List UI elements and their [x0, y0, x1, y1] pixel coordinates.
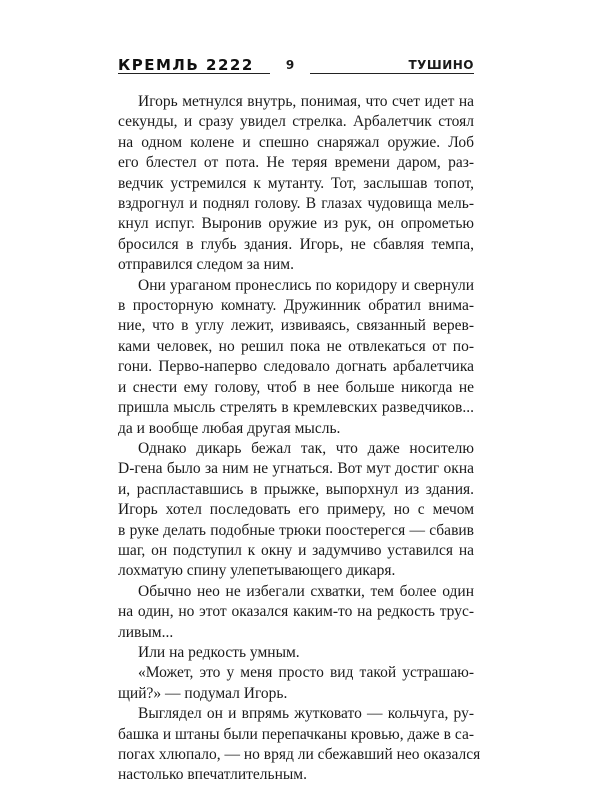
- text-line: щий?» — подумал Игорь.: [118, 684, 288, 702]
- text-line: на один, но этот оказался каким-то на редкость трус-: [118, 603, 474, 621]
- text-line: секунды, и сразу увидел стрелка. Арбалетчик стоял: [118, 113, 474, 131]
- text-line: отправился следом за ним.: [118, 256, 294, 274]
- text-line: в руке делать подобные трюки поостерегся — сбавив: [118, 521, 474, 539]
- body-text: [118, 92, 481, 786]
- series-title: КРЕМЛЬ 2222: [118, 56, 254, 74]
- text-line: кнул испуг. Выронив оружие из рук, он опрометью: [118, 215, 474, 233]
- paragraph: [118, 439, 474, 582]
- text-line: Однако дикарь бежал так, что даже носителю: [138, 439, 474, 457]
- text-line: Обычно нео не избегали схватки, тем более один: [138, 582, 474, 600]
- text-line: Они ураганом пронеслись по коридору и свернули: [138, 276, 474, 294]
- paragraph: [118, 663, 474, 704]
- text-line: лохматую спину улепетывающего дикаря.: [118, 562, 396, 580]
- header-rule-right: [310, 73, 474, 74]
- header-rule-left: [118, 73, 270, 74]
- text-line: ливым...: [118, 623, 174, 641]
- text-line: Выглядел он и впрямь жутковато — кольчуга, ру-: [138, 705, 474, 723]
- text-line: пришла мысль стрелять в кремлевских разведчиков...: [118, 399, 474, 417]
- running-header: [118, 56, 474, 76]
- text-line: шаг, он подступил к окну и задумчиво уставился на: [118, 541, 474, 559]
- text-line: его блестел от пота. Не теряя времени даром, раз-: [118, 154, 474, 172]
- text-line: настолько впечатлительным.: [118, 766, 307, 784]
- text-line: погах хлюпало, — но вряд ли сбежавший нео оказался: [118, 746, 481, 763]
- text-line: бросился в глубь здания. Игорь, не сбавляя темпа,: [118, 235, 474, 253]
- text-line: и, распластавшись в прыжке, выпорхнул из здания.: [118, 480, 474, 498]
- text-line: ние, что в углу лежит, извиваясь, связанный верев-: [118, 317, 474, 335]
- text-line: ками человек, но решил пока не отвлекаться от по-: [118, 337, 474, 355]
- text-line: вздрогнул и поднял голову. В глазах чудовища мель-: [118, 195, 474, 213]
- text-line: Или на редкость умным.: [138, 643, 300, 661]
- text-line: в просторную комнату. Дружинник обратил внима-: [118, 297, 474, 315]
- text-line: и снести ему голову, чтоб в нее больше никогда не: [118, 378, 474, 396]
- text-line: башка и штаны были перепачканы кровью, даже в са-: [118, 725, 474, 743]
- page-number: 9: [285, 58, 295, 72]
- paragraph: [118, 92, 474, 276]
- paragraph: [118, 704, 481, 786]
- paragraph: [118, 276, 474, 439]
- paragraph: [118, 582, 474, 643]
- text-line: D-гена было за ним не угнаться. Вот мут достиг окна: [118, 460, 474, 478]
- text-line: Игорь хотел последовать его примеру, но с мечом: [118, 501, 474, 519]
- chapter-title: ТУШИНО: [408, 58, 474, 72]
- text-line: гони. Перво-наперво следовало догнать арбалетчика: [118, 358, 474, 376]
- paragraph: [118, 643, 474, 663]
- text-line: «Может, это у меня просто вид такой устрашаю-: [138, 664, 474, 682]
- text-line: ведчик устремился к мутанту. Тот, заслышав топот,: [118, 174, 474, 192]
- text-line: Игорь метнулся внутрь, понимая, что счет идет на: [138, 93, 474, 110]
- text-line: на одном колене и спешно снаряжал оружие. Лоб: [118, 133, 474, 151]
- text-line: да и вообще любая другая мысль.: [118, 419, 341, 437]
